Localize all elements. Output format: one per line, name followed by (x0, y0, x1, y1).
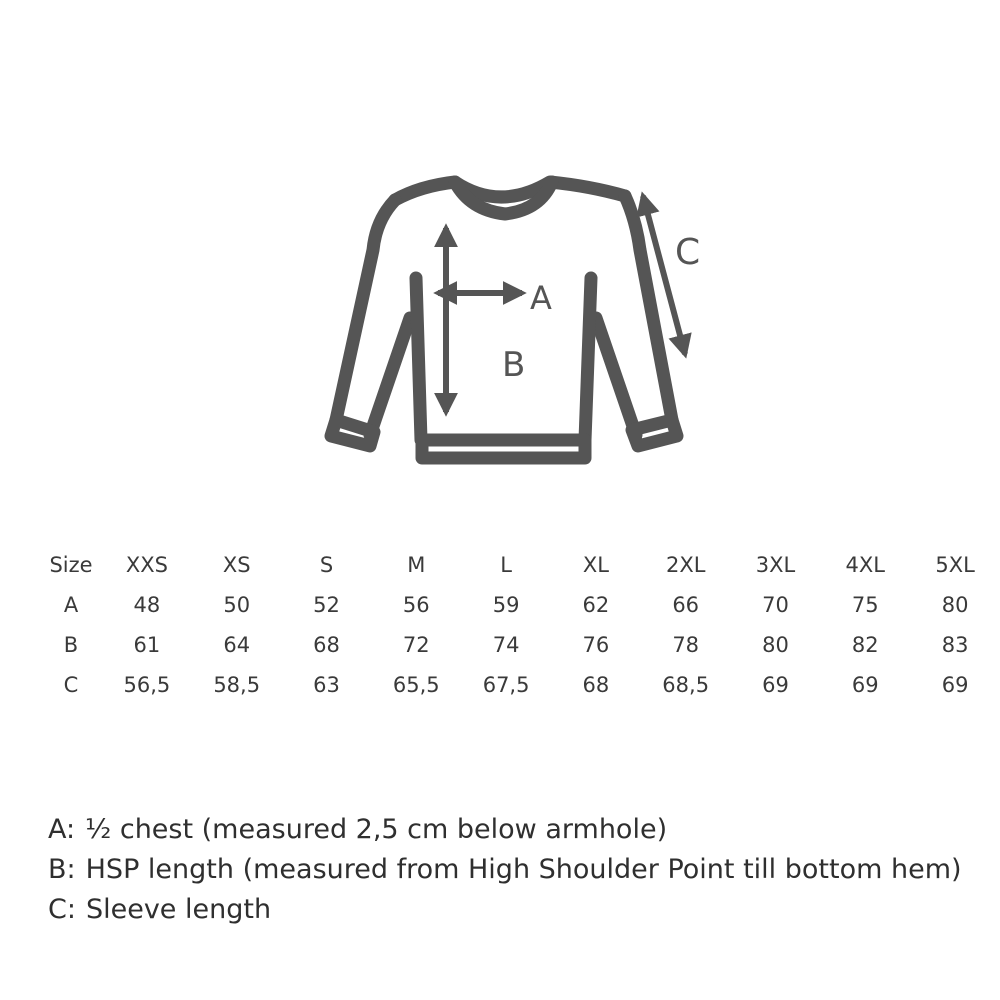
legend-text: ½ chest (measured 2,5 cm below armhole) (85, 814, 668, 845)
table-row (40, 625, 1000, 665)
size-header-cell: XL (582, 553, 609, 577)
table-cell: 69 (851, 673, 879, 697)
size-header-cell: M (407, 553, 426, 577)
table-cell: 69 (941, 673, 969, 697)
body-right-side (585, 278, 591, 440)
body-left-side (416, 278, 421, 440)
size-header-cell: 2XL (665, 553, 706, 577)
table-cell: 83 (941, 633, 969, 657)
table-cell: 63 (313, 673, 340, 697)
row-label: A (63, 593, 79, 617)
row-label: B (63, 633, 79, 657)
table-cell: 48 (133, 593, 161, 617)
table-cell: 70 (762, 593, 789, 617)
table-cell: 80 (762, 633, 789, 657)
table-cell: 69 (762, 673, 789, 697)
legend-line (48, 850, 998, 890)
table-cell: 68,5 (662, 673, 710, 697)
size-header-cell: S (319, 553, 334, 577)
size-header-cell: 5XL (935, 553, 975, 577)
size-header-cell: XXS (125, 553, 168, 577)
table-cell: 76 (582, 633, 610, 657)
table-cell: 50 (223, 593, 251, 617)
table-cell: 52 (313, 593, 340, 617)
table-cell: 64 (223, 633, 251, 657)
table-cell: 74 (492, 633, 520, 657)
size-header-cell: 4XL (845, 553, 885, 577)
table-header-label: Size (49, 553, 93, 577)
size-header-cell: 3XL (755, 553, 796, 577)
sweatshirt-outline (331, 182, 677, 458)
label-a: A (530, 279, 552, 317)
left-sleeve-inner (370, 318, 410, 435)
size-header-cell: XS (222, 553, 251, 577)
legend-key: C: (48, 894, 76, 925)
size-table-body (40, 545, 1000, 705)
table-cell: 66 (672, 593, 700, 617)
table-row (40, 665, 1000, 705)
legend (48, 810, 998, 930)
table-cell: 65,5 (392, 673, 440, 697)
table-cell: 78 (672, 633, 700, 657)
table-cell: 58,5 (213, 673, 261, 697)
legend-line (48, 890, 998, 930)
right-sleeve-inner (596, 318, 636, 435)
right-cuff (632, 420, 677, 446)
table-cell: 62 (582, 593, 610, 617)
legend-text: HSP length (measured from High Shoulder Point till bottom hem) (85, 854, 962, 885)
row-label: C (63, 673, 79, 697)
label-c: C (675, 232, 701, 273)
table-cell: 61 (133, 633, 161, 657)
table-cell: 59 (492, 593, 520, 617)
table-cell: 72 (402, 633, 430, 657)
legend-key: A: (48, 814, 76, 845)
table-row (40, 585, 1000, 625)
right-sleeve-outer (625, 196, 672, 420)
table-cell: 82 (851, 633, 879, 657)
table-cell: 68 (313, 633, 340, 657)
table-cell: 67,5 (482, 673, 530, 697)
legend-key: B: (48, 854, 76, 885)
label-b: B (502, 345, 526, 385)
legend-line (48, 810, 998, 850)
table-header-row (40, 545, 1000, 585)
waistband (422, 440, 585, 458)
size-table (40, 545, 1000, 705)
shoulder-line (395, 182, 625, 200)
table-cell: 80 (941, 593, 969, 617)
table-cell: 68 (582, 673, 610, 697)
table-cell: 56,5 (123, 673, 171, 697)
table-cell: 56 (402, 593, 430, 617)
size-header-cell: L (500, 553, 512, 577)
left-cuff (331, 420, 374, 446)
table-cell: 75 (851, 593, 879, 617)
legend-text: Sleeve length (85, 894, 272, 925)
